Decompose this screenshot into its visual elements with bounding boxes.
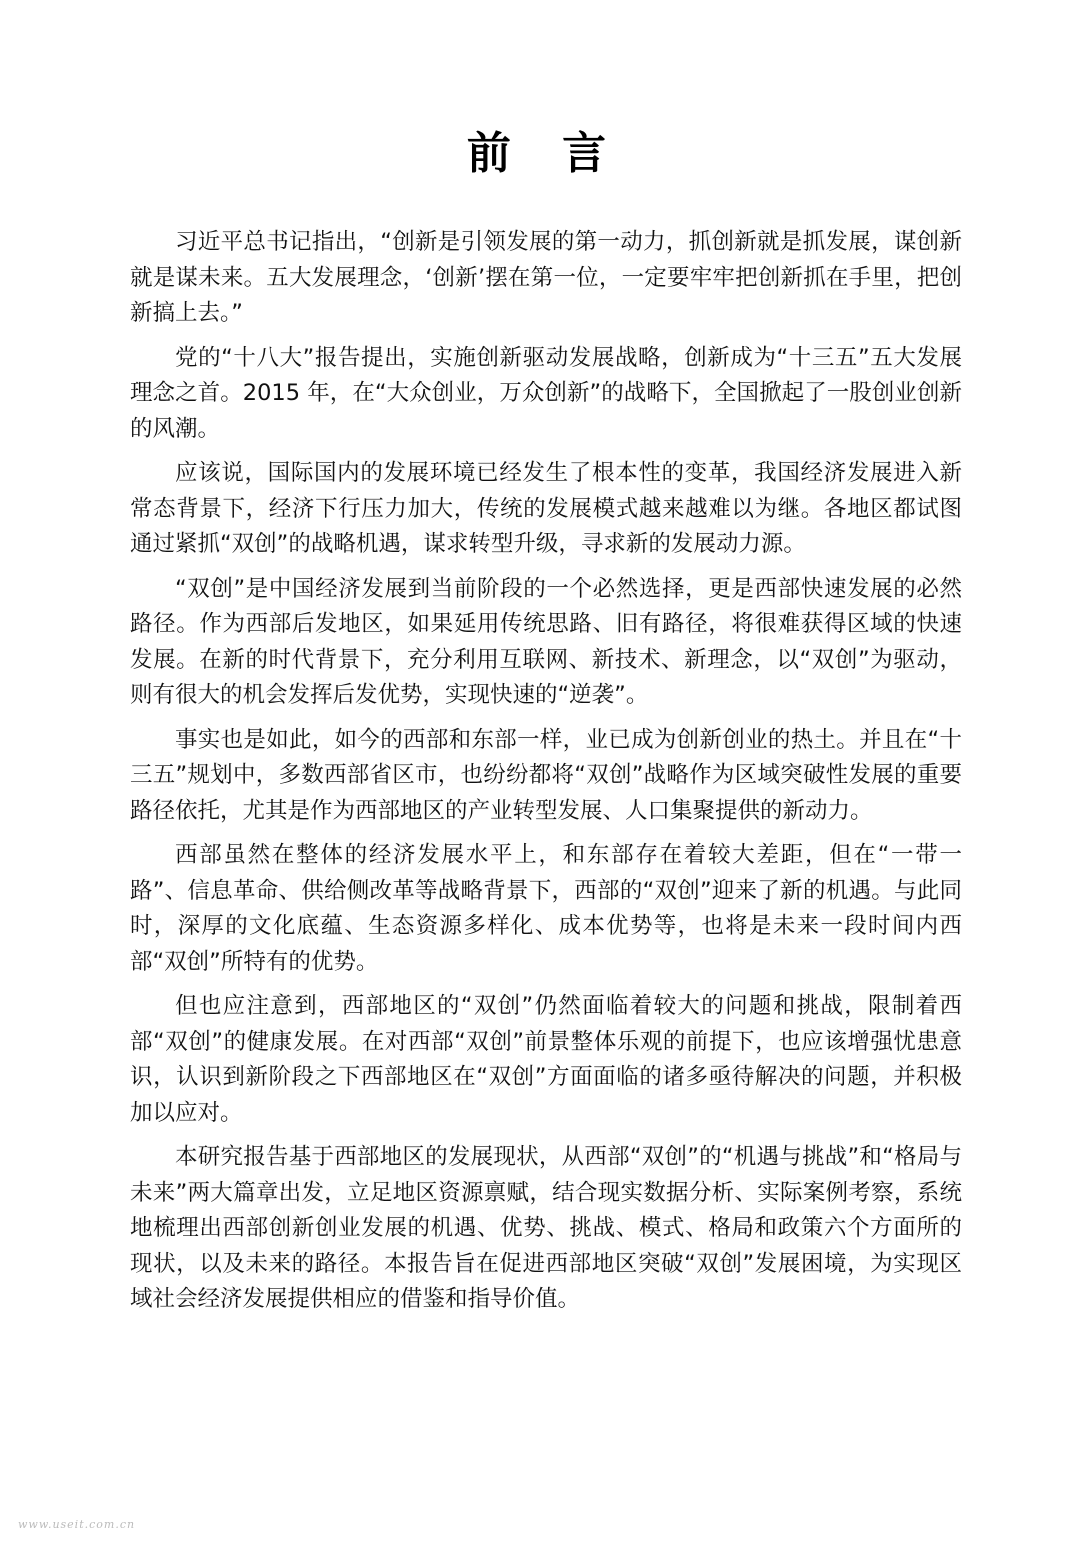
preface-body: [130, 225, 962, 1327]
paragraph-7: 但也应注意到，西部地区的“双创”仍然面临着较大的问题和挑战，限制着西部“双创”的健康发展。在对西部“双创”前景整体乐观的前提下，也应该增强忧患意识，认识到新阶段之下西部地区在“双创”方面面临的诸多亟待解决的问题，并积极加以应对。: [130, 993, 962, 1126]
paragraph-8: 本研究报告基于西部地区的发展现状，从西部“双创”的“机遇与挑战”和“格局与未来”两大篇章出发，立足地区资源禀赋，结合现实数据分析、实际案例考察，系统地梳理出西部创新创业发展的机遇、优势、挑战、模式、格局和政策六个方面所的现状，以及未来的路径。本报告旨在促进西部地区突破“双创”发展困境，为实现区域社会经济发展提供相应的借鉴和指导价值。: [130, 1144, 962, 1312]
watermark: www.useit.com.cn: [18, 1518, 136, 1531]
paragraph-6: 西部虽然在整体的经济发展水平上，和东部存在着较大差距，但在“一带一路”、信息革命、供给侧改革等战略背景下，西部的“双创”迎来了新的机遇。与此同时，深厚的文化底蕴、生态资源多样化、成本优势等，也将是未来一段时间内西部“双创”所特有的优势。: [130, 842, 962, 975]
page-title: 前 言: [466, 128, 625, 179]
paragraph-3: 应该说，国际国内的发展环境已经发生了根本性的变革，我国经济发展进入新常态背景下，经济下行压力加大，传统的发展模式越来越难以为继。各地区都试图通过紧抓“双创”的战略机遇，谋求转型升级，寻求新的发展动力源。: [130, 460, 962, 557]
paragraph-4: “双创”是中国经济发展到当前阶段的一个必然选择，更是西部快速发展的必然路径。作为西部后发地区，如果延用传统思路、旧有路径，将很难获得区域的快速发展。在新的时代背景下，充分利用互联网、新技术、新理念，以“双创”为驱动，则有很大的机会发挥后发优势，实现快速的“逆袭”。: [130, 575, 962, 708]
paragraph-5: 事实也是如此，如今的西部和东部一样，业已成为创新创业的热土。并且在“十三五”规划中，多数西部省区市，也纷纷都将“双创”战略作为区域突破性发展的重要路径依托，尤其是作为西部地区的产业转型发展、人口集聚提供的新动力。: [130, 726, 962, 824]
paragraph-2: 党的“十八大”报告提出，实施创新驱动发展战略，创新成为“十三五”五大发展理念之首。2015 年，在“大众创业，万众创新”的战略下，全国掀起了一股创业创新的风潮。: [130, 344, 962, 442]
paragraph-1: 习近平总书记指出，“创新是引领发展的第一动力，抓创新就是抓发展，谋创新就是谋未来。五大发展理念，‘创新’摆在第一位，一定要牢牢把创新抓在手里，把创新搞上去。”: [130, 229, 962, 326]
